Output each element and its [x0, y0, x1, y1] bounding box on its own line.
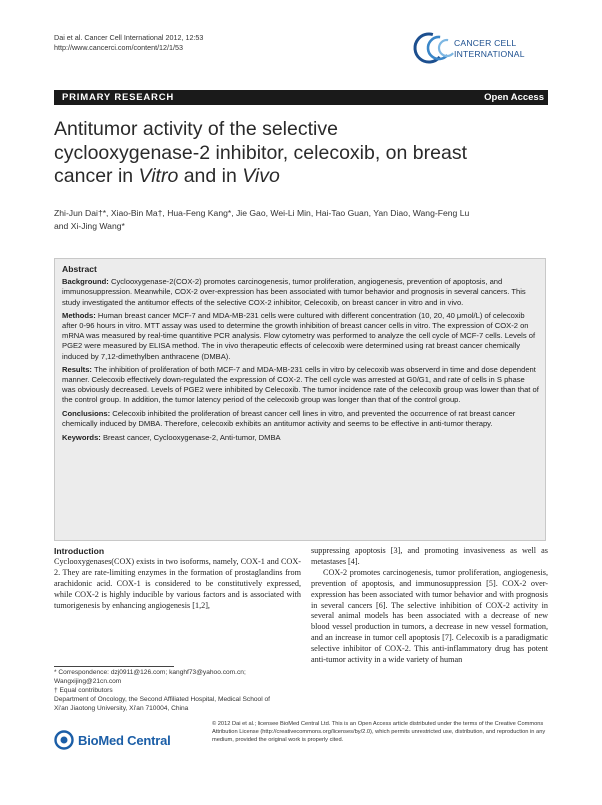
section-text: The inhibition of proliferation of both MCF-7 and MDA-MB-231 cells in vitro by celecoxib was observerd in time and dose dependent manner. Celecoxib effectively down-regulated the expression of COX-2. The cell cycle was arrested at G0/G1, and rate of cells in S phase was obviously decreased. Levels of PGE2 were inhibited by Celecoxib. The tumor incidence rate of the celecoxib group was lower than that of the control group. In addition, the tumor latency period of the celecoxib group was longer than that of the control group.: [62, 364, 539, 405]
title-line3: [54, 165, 548, 189]
title-text-italic: Vitro: [138, 165, 179, 187]
biomed-central-logo: [54, 728, 174, 752]
section-label: Methods:: [62, 310, 96, 320]
journal-name-line2: INTERNATIONAL: [454, 48, 525, 59]
abstract-results: [62, 365, 540, 406]
journal-name-line1: CANCER CELL: [454, 38, 517, 48]
body-paragraph: COX-2 promotes carcinogenesis, tumor proliferation, angiogenesis, prevention of apoptosis, and immunosuppression [5]. COX-2 over-expression has been associated with tumor behavior and with prognosis in several cancers [6]. The selective inhibition of COX-2 activity in several animal models has been associated with a decrease of new blood vessel production in tumors, a decrease in new vessel formation, and an increase in tumor cell apoptosis [7]. Celecoxib is a paradigmatic selective inhibitor of COX-2. This anti-inflammatory drug has potent anti-tumor activity in a wide variety of human: [311, 567, 548, 665]
section-text: Breast cancer, Cyclooxygenase-2, Anti-tumor, DMBA: [100, 433, 281, 443]
abstract-background: [62, 277, 540, 308]
section-label: Conclusions:: [62, 408, 111, 418]
article-type-label: PRIMARY RESEARCH: [62, 92, 175, 103]
abstract-keywords: [62, 433, 540, 443]
citation-line: Dai et al. Cancer Cell International 2012, 12:53: [54, 33, 204, 42]
author-list: [54, 207, 548, 233]
biomed-central-logo-text: BioMed Central: [78, 732, 171, 748]
body-column-left: [54, 546, 301, 612]
equal-contributors-note: † Equal contributors: [54, 687, 113, 695]
section-text: Cyclooxygenase-2(COX-2) promotes carcinogenesis, tumor proliferation, angiogenesis, prevention of apoptosis, and immunosuppression. Meanwhile, COX-2 over-expression has been associated with tumor behavior and prognosis in several cancers. This study investigated the antitumor effects of the selective COX-2 inhibitor, Celecoxib, on breast cancer in vitro and in vivo.: [62, 277, 526, 307]
article-title: [54, 118, 548, 189]
section-heading-introduction: Introduction: [54, 546, 105, 556]
abstract-methods: [62, 311, 540, 362]
affiliation-line: Xi'an Jiaotong University, Xi'an 710004, China: [54, 705, 189, 713]
abstract-heading: Abstract: [62, 264, 97, 274]
author-line1: Zhi-Jun Dai†*, Xiao-Bin Ma†, Hua-Feng Kang*, Jie Gao, Wei-Li Min, Hai-Tao Guan, Yan Diao, Wang-Feng Lu: [54, 208, 470, 218]
body-paragraph: Cyclooxygenases(COX) exists in two isoforms, namely, COX-1 and COX-2. They are rate-limiting enzymes in the formation of prostaglandins from arachidonic acid. COX-1 is considered to be constitutively expressed, while COX-2 is highly inducible by various factors and is associated with tumorigenesis by enhancing angiogenesis [1,2],: [54, 557, 301, 610]
affiliation-line: Department of Oncology, the Second Affiliated Hospital, Medical School of: [54, 696, 271, 704]
body-column-right: [311, 546, 548, 666]
abstract-content: [62, 264, 540, 446]
title-line1: Antitumor activity of the selective: [54, 118, 338, 140]
abstract-conclusions: [62, 409, 540, 429]
license-statement: © 2012 Dai et al.; licensee BioMed Central Ltd. This is an Open Access article distributed under the terms of the Creative Commons Attribution License (http://creativecommons.org/licenses/by/2.0), which permits unrestricted use, distribution, and reproduction in any medium, provided the original work is properly cited.: [212, 721, 546, 744]
section-text: Celecoxib inhibited the proliferation of breast cancer cell lines in vitro, and prevented the occurrence of rat breast cancer chemically induced by DMBA. Therefore, celecoxib exhibits an antitumor activity and seems to be effective in anti-tumor therapy.: [62, 408, 516, 428]
correspondence-line[interactable]: * Correspondence: dzj0911@126.com; kanghf73@yahoo.com.cn;: [54, 669, 246, 676]
section-label: Keywords:: [62, 433, 101, 443]
citation-url[interactable]: http://www.cancerci.com/content/12/1/53: [54, 42, 184, 52]
author-line2: and Xi-Jing Wang*: [54, 221, 125, 231]
title-text-italic: Vivo: [242, 165, 280, 187]
footnote-divider: [54, 666, 174, 667]
footnotes: [54, 668, 301, 713]
open-access-label: Open Access: [484, 92, 544, 103]
biomed-central-logo-icon: [54, 730, 74, 750]
section-label: Results:: [62, 364, 92, 374]
title-text: and in: [178, 165, 243, 187]
journal-logo-text: [454, 38, 525, 59]
title-line2: cyclooxygenase-2 inhibitor, celecoxib, on breast: [54, 141, 467, 164]
section-label: Background:: [62, 277, 109, 287]
title-text: cancer in: [54, 165, 139, 187]
correspondence-email[interactable]: Wangxijing@21cn.com: [54, 678, 122, 686]
citation-header: [54, 33, 203, 52]
body-paragraph: suppressing apoptosis [3], and promoting invasiveness as well as metastases [4].: [311, 546, 548, 566]
section-text: Human breast cancer MCF-7 and MDA-MB-231 cells were cultured with different concentration (10, 20, 40 μmol/L) of celecoxib after 0-96 hours in vitro. MTT assay was used to determine the growth inhibition of breast cancer cells in vitro. The expression of COX-2 on mRNA was measured by real-time quantitive PCR analysis. Flow cytometry was performed to analyze the cell cycle of MCF-7 cells. Levels of PGE2 were measured by ELISA method. The in vivo therapeutic effects of celecoxib were determined using rat breast cancer chemically induced by 7,12-dimethylben anthracene (DMBA).: [62, 310, 536, 361]
